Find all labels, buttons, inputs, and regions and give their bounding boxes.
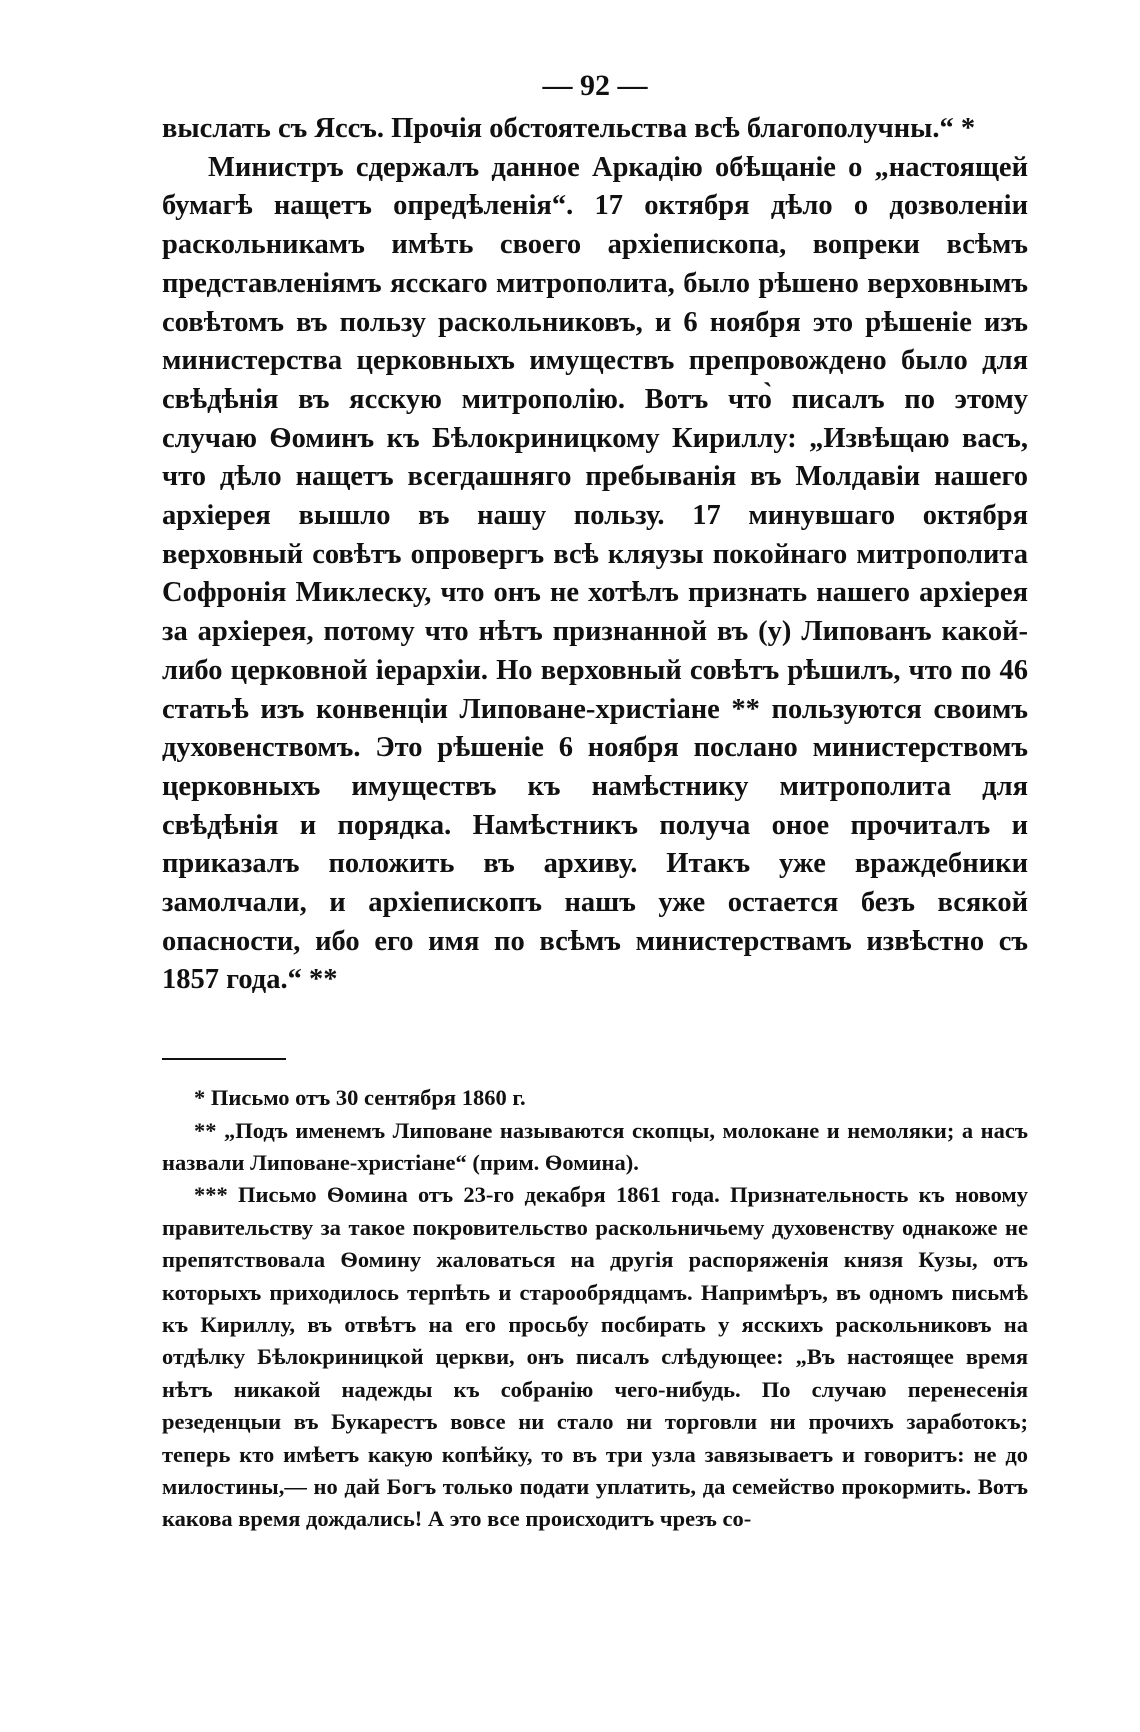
footnote-1: * Письмо отъ 30 сентября 1860 г. [194, 1085, 526, 1111]
paragraph-ministry-decision: Министръ сдержалъ данное Аркадію обѣщаніе о „настоящей бумагѣ нащетъ опредѣленія“. 17 октября дѣло о дозволеніи раскольникамъ имѣть своего архіепископа, вопреки всѣмъ представленіямъ ясскаго митрополита, было рѣшено верховнымъ совѣтомъ въ пользу раскольниковъ, и 6 ноября это рѣшеніе изъ министерства церковныхъ имуществъ препровождено было для свѣдѣнія въ ясскую митрополію. Вотъ что̀ писалъ по этому случаю Ѳоминъ къ Бѣлокриницкому Кириллу: „Извѣщаю васъ, что дѣло нащетъ всегдашняго пребыванія въ Молдавіи нашего архіерея вышло въ нашу пользу. 17 минувшаго октября верховный совѣтъ опровергъ всѣ кляузы покойнаго митрополита Софронія Миклеску, что онъ не хотѣлъ признать нашего архіерея за архіерея, потому что нѣтъ признанной въ (у) Липованъ какой-либо церковной іерархіи. Но верховный совѣтъ рѣшилъ, что по 46 статьѣ изъ конвенціи Липоване-христіане ** пользуются своимъ духовенствомъ. Это рѣшеніе 6 ноября послано министерствомъ церковныхъ имуществъ къ намѣстнику митрополита для свѣдѣнія и порядка. Намѣстникъ получа оное прочиталъ и приказалъ положить въ архиву. Итакъ уже враждебники замолчали, и архіепископъ нашъ уже остается безъ всякой опасности, ибо его имя по всѣмъ министерствамъ извѣстно съ 1857 года.“ ** [162, 151, 1028, 996]
page-number: — 92 — [542, 69, 648, 102]
paragraph-continuation: выслать съ Яссъ. Прочія обстоятельства всѣ благополучны.“ * [162, 113, 976, 144]
footnote-separator [162, 1058, 286, 1060]
footnote-2: ** „Подъ именемъ Липоване называются скопцы, молокане и немоляки; а насъ назвали Липоване-христіане“ (прим. Ѳомина). [162, 1117, 1028, 1175]
footnote-3: *** Письмо Ѳомина отъ 23-го декабря 1861 года. Признательность къ новому правительству за такое покровительство раскольничьему духовенству однакоже не препятствовала Ѳомину жаловаться на другія распоряженія князя Кузы, отъ которыхъ приходилось терпѣть и старообрядцамъ. Напримѣръ, въ одномъ письмѣ къ Кириллу, въ отвѣтъ на его просьбу посбирать у ясскихъ раскольниковъ на отдѣлку Бѣлокриницкой церкви, онъ писалъ слѣдующее: „Въ настоящее время нѣтъ никакой надежды къ собранію чего-нибудь. По случаю перенесенія резеденцыи въ Букарестъ вовсе ни стало ни торговли ни прочихъ заработокъ; теперь кто имѣетъ какую копѣйку, то въ три узла завязываетъ и говоритъ: не до милостины,— но дай Богъ только подати уплатить, да семейство прокормить. Вотъ какова время дождались! А это все происходитъ чрезъ со- [162, 1182, 1028, 1532]
book-page [162, 62, 1028, 1536]
main-text [162, 110, 1028, 1000]
footnotes [162, 1082, 1028, 1536]
